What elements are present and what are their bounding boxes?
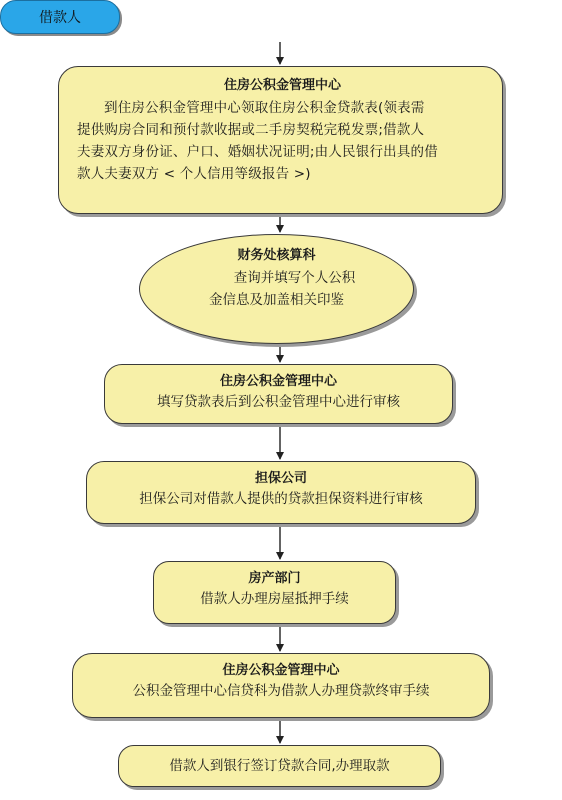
- step1-line-1: 到住房公积金管理中心领取住房公积金贷款表(领表需: [104, 100, 425, 116]
- step5-text: 借款人办理房屋抵押手续: [200, 591, 349, 607]
- step5-title: 房产部门: [248, 571, 301, 586]
- step4-guarantee-company-box: [86, 461, 476, 524]
- step7-text: 借款人到银行签订贷款合同,办理取款: [169, 758, 390, 774]
- step6-final-approval-box: [72, 653, 490, 718]
- step1-line-2: 提供购房合同和预付款收据或二手房契税完税发票;借款人: [77, 122, 425, 138]
- step3-title: 住房公积金管理中心: [219, 374, 337, 389]
- step1-line-4: 款人夫妻双方 < 个人信用等级报告 >): [77, 166, 311, 182]
- step4-title: 担保公司: [254, 471, 307, 486]
- step1-title: 住房公积金管理中心: [223, 78, 341, 93]
- step7-bank-contract-box: [118, 745, 441, 787]
- step3-housing-fund-review-box: [104, 364, 453, 424]
- step2-finance-accounting-ellipse: [139, 234, 414, 344]
- step6-text: 公积金管理中心信贷科为借款人办理贷款终审手续: [132, 683, 430, 699]
- step1-text: [77, 97, 488, 185]
- step4-text: 担保公司对借款人提供的贷款担保资料进行审核: [139, 491, 423, 507]
- step2-title: 财务处核算科: [237, 248, 316, 263]
- step2-line-1: 查询并填写个人公积: [233, 270, 356, 286]
- step6-title: 住房公积金管理中心: [222, 663, 340, 678]
- step1-line-3: 夫妻双方身份证、户口、婚姻状况证明;由人民银行出具的借: [77, 144, 438, 160]
- start-node-label: 借款人: [39, 10, 81, 26]
- step3-text: 填写贷款表后到公积金管理中心进行审核: [157, 394, 400, 410]
- step5-real-estate-dept-box: [153, 561, 396, 624]
- step1-housing-fund-center-box: [58, 66, 503, 214]
- step2-line-2: 金信息及加盖相关印鉴: [209, 292, 344, 308]
- step2-text: [140, 267, 413, 311]
